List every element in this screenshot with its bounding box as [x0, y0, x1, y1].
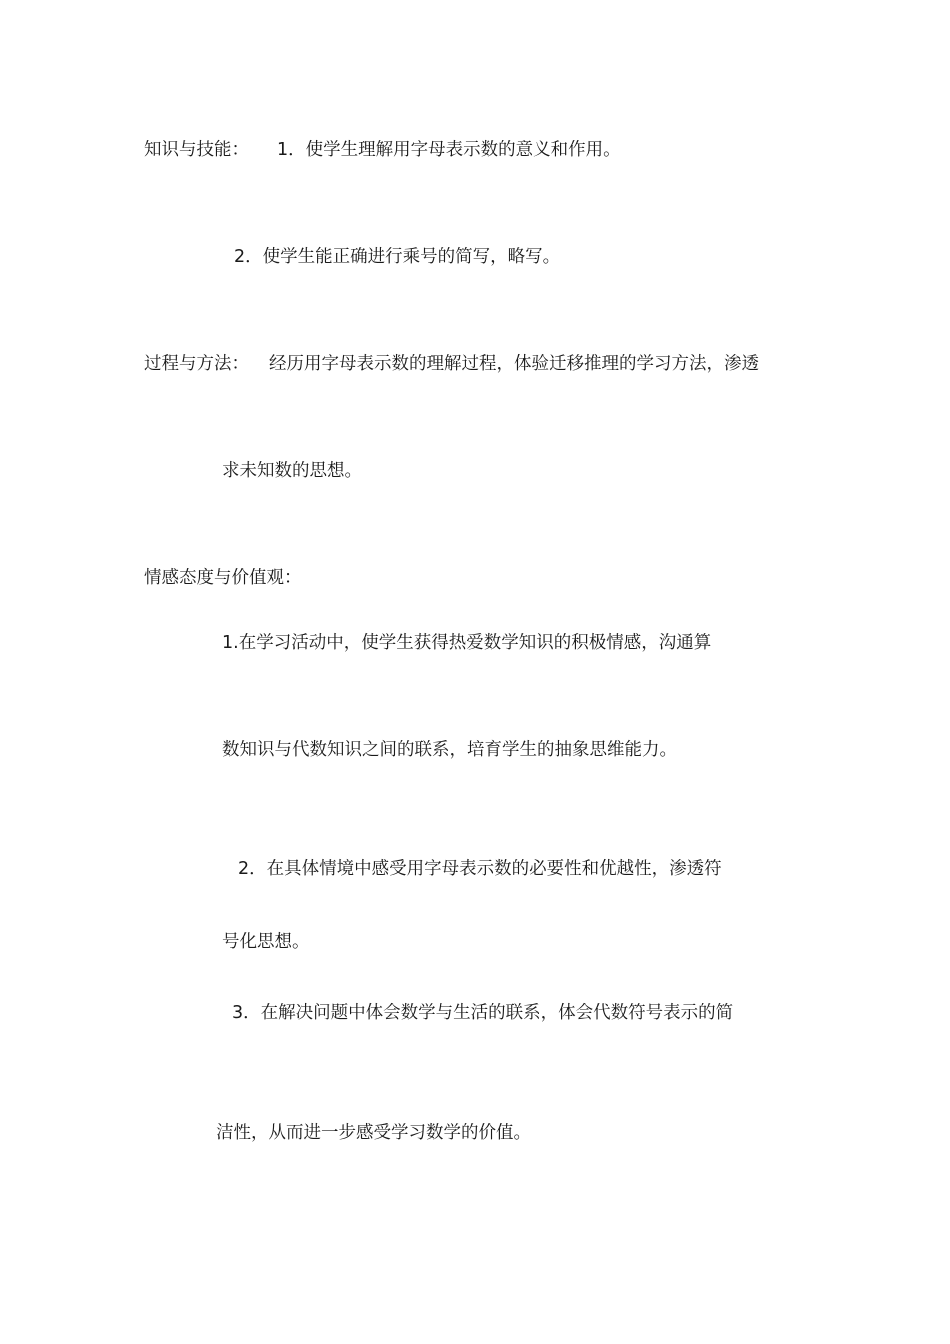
emotion-values-label: 情感态度与价值观：: [144, 568, 302, 588]
emotion-item-3-line-2: 洁性，从而进一步感受学习数学的价值。: [216, 1123, 531, 1143]
emotion-item-1-line-1: 1.在学习活动中，使学生获得热爱数学知识的积极情感，沟通算: [222, 633, 712, 653]
knowledge-skills-label: 知识与技能：: [144, 140, 249, 160]
emotion-item-2-line-1: 2．在具体情境中感受用字母表示数的必要性和优越性，渗透符: [238, 859, 722, 879]
emotion-item-2-line-2: 号化思想。: [222, 932, 310, 952]
process-line-2: 求未知数的思想。: [222, 461, 362, 481]
process-method-label: 过程与方法：: [144, 354, 249, 374]
knowledge-item-2: 2．使学生能正确进行乘号的简写，略写。: [234, 247, 561, 267]
knowledge-item-1: 1．使学生理解用字母表示数的意义和作用。: [277, 140, 621, 160]
process-line-1: 经历用字母表示数的理解过程，体验迁移推理的学习方法，渗透: [269, 354, 759, 374]
emotion-item-3-line-1: 3．在解决问题中体会数学与生活的联系，体会代数符号表示的简: [232, 1003, 734, 1023]
process-method-line: [144, 352, 759, 376]
emotion-item-1-line-2: 数知识与代数知识之间的联系，培育学生的抽象思维能力。: [222, 740, 677, 760]
knowledge-skills-line: [144, 138, 621, 162]
